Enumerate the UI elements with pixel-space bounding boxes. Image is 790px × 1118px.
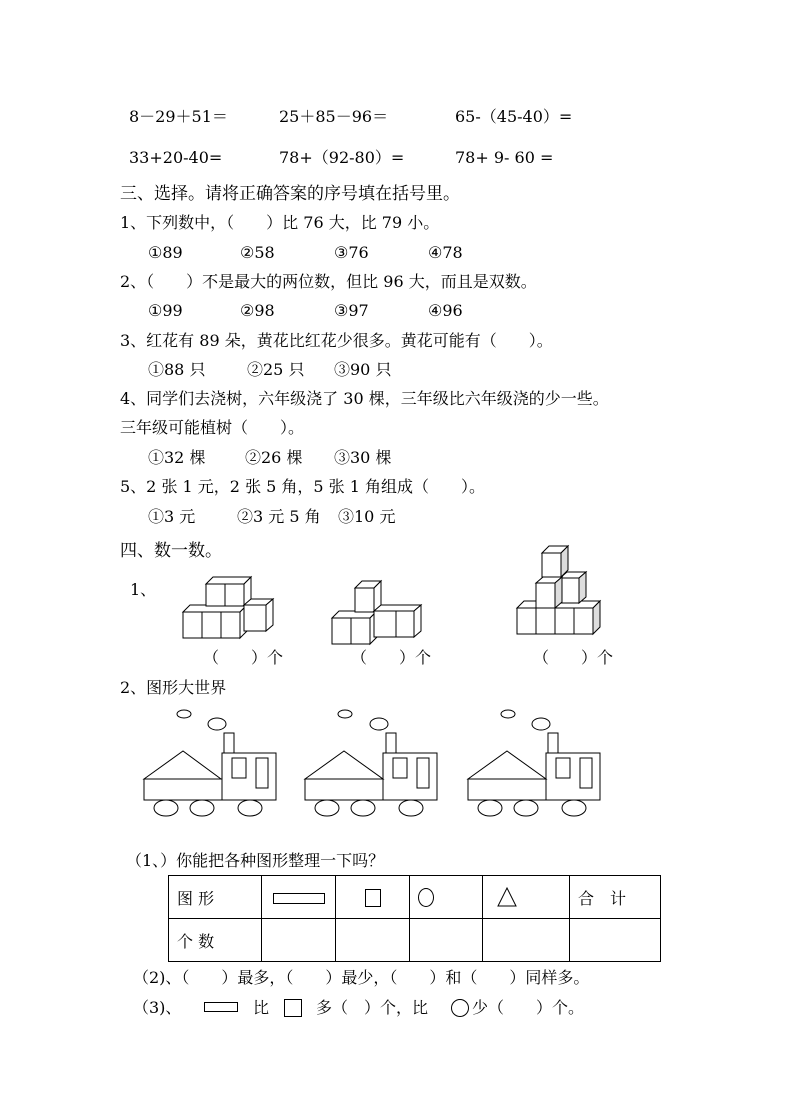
cube-stack-1 <box>183 577 273 638</box>
question-1: 1、下列数中，（ ）比 76 大，比 79 小。 <box>120 213 440 232</box>
count-rect-cell[interactable] <box>262 919 336 962</box>
count-circle-cell[interactable] <box>410 919 483 962</box>
q4-option-3[interactable]: ③30 棵 <box>334 448 392 467</box>
count-triangle-cell[interactable] <box>483 919 570 962</box>
circle-shape-icon <box>410 876 483 919</box>
sub-question-2: （2)、（ ）最多，（ ）最少，（ ）和（ ）同样多。 <box>133 968 590 987</box>
rectangle-icon <box>204 1002 238 1012</box>
question-4: 4、同学们去浇树，六年级浇了 30 棵，三年级比六年级浇的少一些。 <box>120 389 609 408</box>
q5-option-1[interactable]: ①3 元 <box>148 507 196 526</box>
q4-option-1[interactable]: ①32 棵 <box>148 448 206 467</box>
sub-question-1: （1、）你能把各种图形整理一下吗？ <box>126 851 385 870</box>
q1-option-2[interactable]: ②58 <box>240 243 275 262</box>
table-head-total: 合 计 <box>570 876 661 919</box>
part2-title: 2、图形大世界 <box>120 678 227 697</box>
q1-option-3[interactable]: ③76 <box>334 243 369 262</box>
q2-option-1[interactable]: ①99 <box>148 301 183 320</box>
sub-question-3-more: 多（ ）个，比 <box>316 998 429 1017</box>
question-3: 3、红花有 89 朵，黄花比红花少很多。黄花可能有（ ）。 <box>120 331 553 350</box>
question-2: 2、（ ）不是最大的两位数，但比 96 大，而且是双数。 <box>120 272 537 291</box>
square-icon <box>284 999 302 1017</box>
count-total-cell[interactable] <box>570 919 661 962</box>
calc-1-2: 25＋85－96＝ <box>279 107 389 126</box>
part1-label: 1、 <box>130 580 157 599</box>
q3-option-1[interactable]: ①88 只 <box>148 360 206 379</box>
calc-1-3: 65-（45-40）= <box>455 107 573 126</box>
calc-2-3: 78+ 9- 60 = <box>455 148 554 167</box>
rect-shape-icon <box>262 876 336 919</box>
q5-option-2[interactable]: ②3 元 5 角 <box>237 507 321 526</box>
q5-option-3[interactable]: ③10 元 <box>338 507 396 526</box>
q1-option-4[interactable]: ④78 <box>428 243 463 262</box>
cube-stack-3 <box>517 546 600 634</box>
shape-tally-table <box>168 875 661 962</box>
train-1 <box>144 710 276 816</box>
calc-2-2: 78+（92-80）= <box>279 148 405 167</box>
q3-option-3[interactable]: ③90 只 <box>334 360 392 379</box>
table-head-shape: 图 形 <box>169 876 262 919</box>
train-3 <box>468 710 600 816</box>
answer-blank-2[interactable]: （ ）个 <box>351 648 432 667</box>
calc-2-1: 33+20-40= <box>129 148 223 167</box>
q1-option-1[interactable]: ①89 <box>148 243 183 262</box>
calc-1-1: 8－29＋51＝ <box>129 107 228 126</box>
train-2 <box>305 710 437 816</box>
question-4-cont: 三年级可能植树（ ）。 <box>120 418 305 437</box>
q2-option-3[interactable]: ③97 <box>334 301 369 320</box>
q4-option-2[interactable]: ②26 棵 <box>245 448 303 467</box>
q2-option-4[interactable]: ④96 <box>428 301 463 320</box>
table-head-count: 个 数 <box>169 919 262 962</box>
section4-title: 四、数一数。 <box>120 541 222 561</box>
question-5: 5、2 张 1 元，2 张 5 角，5 张 1 角组成（ ）。 <box>120 477 486 496</box>
sub-question-3-label: （3)、 <box>133 998 182 1017</box>
answer-blank-1[interactable]: （ ）个 <box>203 648 284 667</box>
answer-blank-3[interactable]: （ ）个 <box>533 648 614 667</box>
cube-stack-2 <box>332 581 421 644</box>
q2-option-2[interactable]: ②98 <box>240 301 275 320</box>
sub-question-3-bi: 比 <box>253 998 270 1017</box>
triangle-shape-icon <box>483 876 570 919</box>
square-shape-icon <box>336 876 410 919</box>
circle-icon <box>451 999 469 1017</box>
q3-option-2[interactable]: ②25 只 <box>247 360 305 379</box>
section3-title: 三、选择。请将正确答案的序号填在括号里。 <box>120 184 460 204</box>
sub-question-3-less: 少（ ）个。 <box>472 998 585 1017</box>
count-square-cell[interactable] <box>336 919 410 962</box>
